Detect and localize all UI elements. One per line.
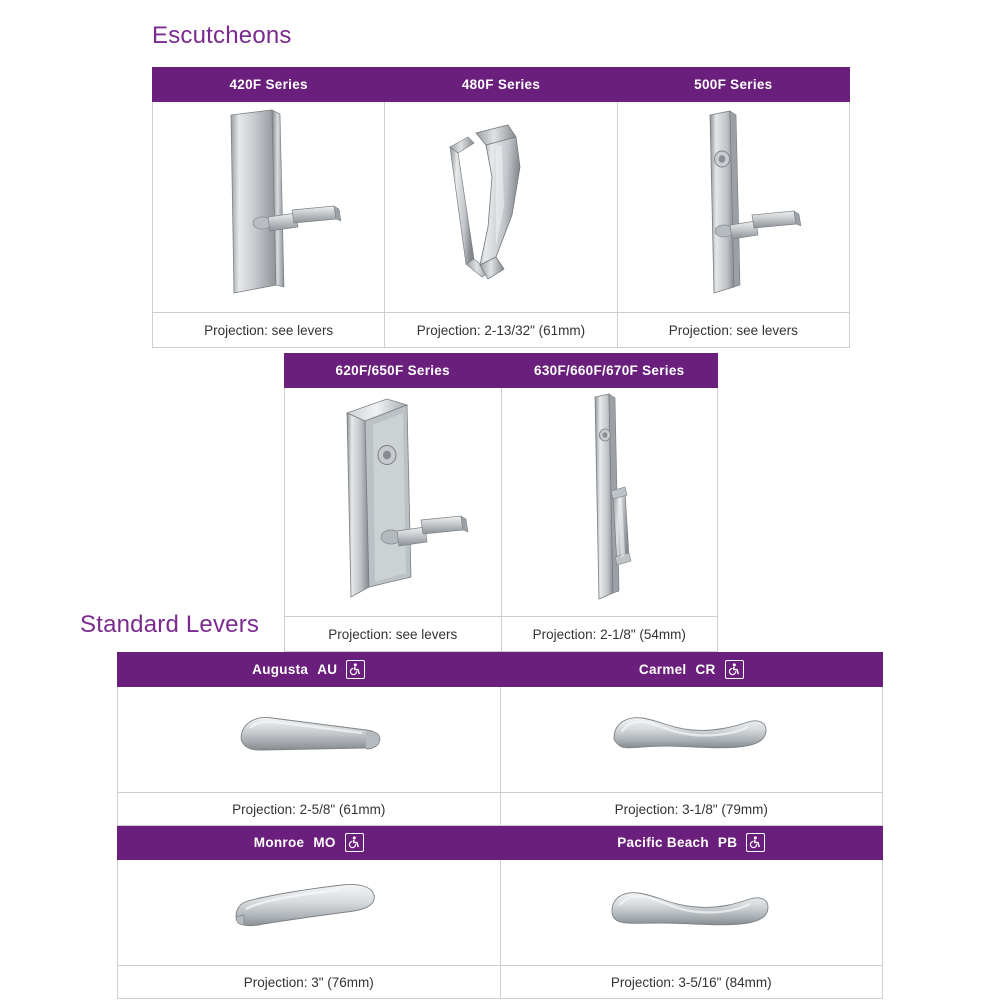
narrow-plate-cylinder-lever-icon (648, 107, 818, 307)
lever-code-label: PB (717, 835, 738, 850)
projection-caption-620f-650f: Projection: see levers (285, 617, 502, 652)
column-header-augusta (118, 653, 501, 687)
column-header-label: 630F/660F/670F Series (534, 363, 685, 378)
table-row-captions (118, 966, 883, 999)
wide-plate-cylinder-lever-icon (303, 391, 483, 613)
accessibility-icon (725, 660, 744, 679)
lever-monroe-icon (214, 867, 404, 959)
section-title-escutcheons: Escutcheons (152, 22, 292, 49)
section-title-standard-levers: Standard Levers (80, 611, 260, 638)
lever-code-label: MO (313, 835, 336, 850)
projection-caption-500f: Projection: see levers (617, 313, 849, 348)
projection-caption-augusta: Projection: 2-5/8" (61mm) (118, 793, 501, 826)
table-row-captions (118, 793, 883, 826)
column-header-pacific-beach (500, 826, 883, 860)
escutcheon-plate-lever-icon (184, 107, 354, 307)
column-header-label: 500F Series (694, 77, 773, 92)
column-header-500f (617, 68, 849, 102)
projection-caption-630f-660f-670f: Projection: 2-1/8" (54mm) (501, 617, 718, 652)
table-row-captions (285, 617, 718, 652)
product-image-pacific-beach (500, 860, 883, 966)
product-image-420f (153, 102, 385, 313)
narrow-plate-pull-icon (529, 391, 689, 613)
column-header-label: 420F Series (229, 77, 308, 92)
accessibility-icon (746, 833, 765, 852)
accessibility-icon (346, 660, 365, 679)
product-image-500f (617, 102, 849, 313)
projection-caption-carmel: Projection: 3-1/8" (79mm) (500, 793, 883, 826)
lever-pacific-beach-icon (596, 867, 786, 959)
product-image-monroe (118, 860, 501, 966)
lever-carmel-icon (596, 694, 786, 786)
table-row-images (153, 102, 850, 313)
column-header-carmel (500, 653, 883, 687)
projection-caption-420f: Projection: see levers (153, 313, 385, 348)
table-header-row (118, 826, 883, 860)
column-header-480f (385, 68, 617, 102)
column-header-label: 480F Series (461, 77, 541, 92)
lever-name-label: Pacific Beach (617, 835, 709, 850)
accessibility-icon (345, 833, 364, 852)
pull-handle-pair-icon (416, 107, 586, 307)
table-header-row (118, 653, 883, 687)
projection-caption-pacific-beach: Projection: 3-5/16" (84mm) (500, 966, 883, 999)
product-image-630f-660f-670f (501, 388, 718, 617)
table-row-captions (153, 313, 850, 348)
projection-caption-480f: Projection: 2-13/32" (61mm) (385, 313, 617, 348)
column-header-label: 620F/650F Series (335, 363, 450, 378)
lever-augusta-icon (214, 694, 404, 786)
column-header-630f-660f-670f (501, 354, 718, 388)
product-image-augusta (118, 687, 501, 793)
lever-name-label: Augusta (252, 662, 309, 677)
product-image-480f (385, 102, 617, 313)
escutcheons-table-row1 (152, 67, 850, 348)
column-header-620f-650f (285, 354, 502, 388)
product-image-carmel (500, 687, 883, 793)
lever-code-label: AU (317, 662, 338, 677)
table-row-images (285, 388, 718, 617)
escutcheons-table-row2 (284, 353, 718, 652)
lever-name-label: Carmel (638, 662, 687, 677)
product-image-620f-650f (285, 388, 502, 617)
column-header-420f (153, 68, 385, 102)
lever-code-label: CR (695, 662, 716, 677)
table-header-row (285, 354, 718, 388)
column-header-monroe (118, 826, 501, 860)
table-header-row (153, 68, 850, 102)
table-row-images (118, 687, 883, 793)
projection-caption-monroe: Projection: 3" (76mm) (118, 966, 501, 999)
standard-levers-table (117, 652, 883, 999)
lever-name-label: Monroe (253, 835, 305, 850)
table-row-images (118, 860, 883, 966)
